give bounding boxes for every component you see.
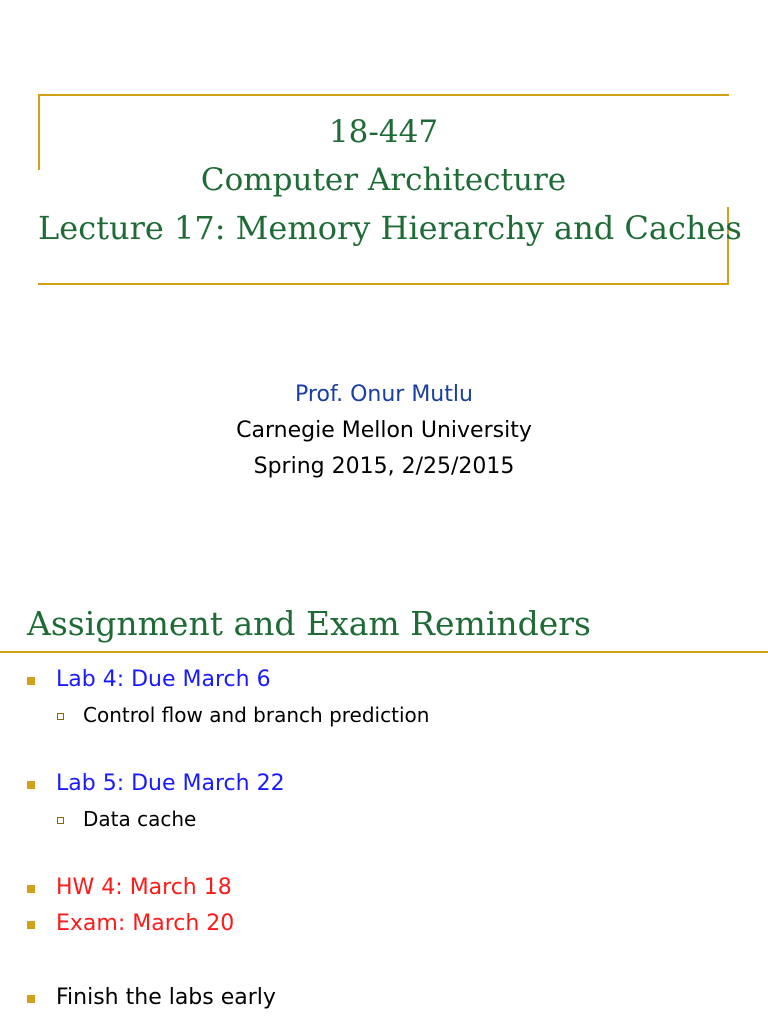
bullet-text: Exam: March 20 xyxy=(56,911,235,936)
square-bullet-icon xyxy=(27,885,35,893)
hollow-square-bullet-icon xyxy=(57,817,64,824)
bullet-text: Lab 4: Due March 6 xyxy=(56,667,271,692)
square-bullet-icon xyxy=(27,995,35,1003)
bullet-text: HW 4: March 18 xyxy=(56,875,232,900)
lecture-title: Lecture 17: Memory Hierarchy and Caches xyxy=(38,209,742,247)
course-number: 18-447 xyxy=(328,114,439,150)
title-block xyxy=(38,108,742,252)
professor-name: Prof. Onur Mutlu xyxy=(295,382,473,407)
hollow-square-bullet-icon xyxy=(57,713,64,720)
reminders-title-rule xyxy=(0,651,768,653)
title-frame-top-rule xyxy=(38,94,729,96)
bullet-text: Finish the labs early xyxy=(56,985,276,1010)
bullet-text: Lab 5: Due March 22 xyxy=(56,771,285,796)
square-bullet-icon xyxy=(27,781,35,789)
term-date: Spring 2015, 2/25/2015 xyxy=(253,454,515,479)
title-frame-bottom-rule xyxy=(38,283,729,285)
author-block xyxy=(0,377,768,485)
reminders-slide-title: Assignment and Exam Reminders xyxy=(27,604,591,643)
sub-bullet-text: Control flow and branch prediction xyxy=(83,703,430,727)
square-bullet-icon xyxy=(27,677,35,685)
square-bullet-icon xyxy=(27,921,35,929)
sub-bullet-text: Data cache xyxy=(83,807,197,831)
course-name: Computer Architecture xyxy=(200,162,567,198)
university-name: Carnegie Mellon University xyxy=(236,418,532,443)
